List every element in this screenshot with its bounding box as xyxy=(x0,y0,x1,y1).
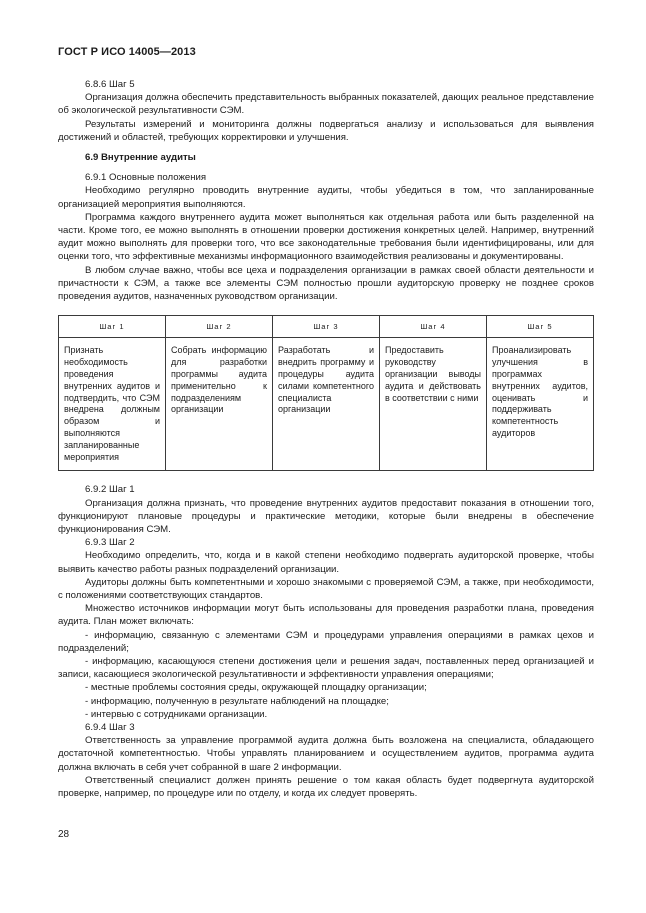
list-item: - информацию, связанную с элементами СЭМ и процедурами управления операциями в рамках цехов и подразделений; xyxy=(58,629,594,654)
paragraph: Множество источников информации могут быть использованы для проведения разработки плана, проведения аудита. План может включать: xyxy=(58,603,594,628)
table-cell: Признать необходимость проведения внутренних аудитов и подтвердить, что СЭМ внедрена должным образом и выполняются запланированные мероприятия xyxy=(59,338,166,471)
paragraph: Результаты измерений и мониторинга должны подвергаться анализу и использоваться для выявления достижений и областей, требующих корректировки и улучшения. xyxy=(58,118,594,143)
table-cell: Проанализировать улучшения в программах внутренних аудитов, оценивать и поддерживать компетентность аудиторов xyxy=(487,338,594,471)
list-item: - информацию, касающуюся степени достижения цели и решения задач, поставленных перед организацией и записи, касающиеся экологической результативности и эффективности управления операциями; xyxy=(58,656,594,681)
subsection-heading-6-9-3: 6.9.3 Шаг 2 xyxy=(85,537,135,549)
subsection-heading-6-9-4: 6.9.4 Шаг 3 xyxy=(85,722,135,734)
paragraph: Аудиторы должны быть компетентными и хорошо знакомыми с проверяемой СЭМ, а также, при необходимости, с положениями соответствующих стандартов. xyxy=(58,576,594,602)
subsection-heading-6-9-2: 6.9.2 Шаг 1 xyxy=(85,484,135,496)
section-heading-6-8-6: 6.8.6 Шаг 5 xyxy=(85,79,135,90)
paragraph: Программа каждого внутреннего аудита может выполняться как отдельная работа или быть разделенной на части. Кроме того, ее можно выполнять в отношении проверки достижения конкретных целей. Например, внутренний аудит можно выполнять для проверки того, что все законодательные требования были идентифицированы, или для оценки того, что эффективные механизмы информационного взаимодействия реализованы и документированы. xyxy=(58,211,594,263)
table-cell: Собрать информацию для разработки программы аудита применительно к подразделениям организации xyxy=(166,338,273,471)
table-header-row xyxy=(59,316,594,338)
table-header-cell: Шаг 1 xyxy=(59,316,166,338)
section-heading-6-9: 6.9 Внутренние аудиты xyxy=(85,152,196,164)
document-header: ГОСТ Р ИСО 14005—2013 xyxy=(58,46,196,58)
paragraph: Организация должна обеспечить представительность выбранных показателей, дающих реальное представление об экологической результативности СЭМ. xyxy=(58,92,594,117)
list-item: - интервью с сотрудниками организации. xyxy=(85,708,268,720)
document-body xyxy=(58,78,594,800)
paragraph: Необходимо регулярно проводить внутренние аудиты, чтобы убедиться в том, что запланированные организацией мероприятия выполняются. xyxy=(58,185,594,210)
table-header-cell: Шаг 4 xyxy=(380,316,487,338)
paragraph: Ответственный специалист должен принять решение о том какая область будет подвергнута аудиторской проверке, например, по процедуре или по отделу, и когда их следует проверять. xyxy=(58,774,594,800)
table-header-cell: Шаг 3 xyxy=(273,316,380,338)
table-header-cell: Шаг 2 xyxy=(166,316,273,338)
table-cell: Разработать и внедрить программу и процедуры аудита силами компетентного специалиста организации xyxy=(273,338,380,471)
paragraph: Организация должна признать, что проведение внутренних аудитов предоставит показания в отношении того, функционируют плановые процедуры и практические методики, которые были внедрены в обеспечение функционирования СЭМ. xyxy=(58,497,594,536)
paragraph: Необходимо определить, что, когда и в какой степени необходимо подвергать аудиторской проверке, чтобы выявить качество работы разных подразделений организации. xyxy=(58,550,594,575)
table-row xyxy=(59,338,594,471)
list-item: - местные проблемы состояния среды, окружающей площадку организации; xyxy=(85,682,427,694)
subsection-heading-6-9-1: 6.9.1 Основные положения xyxy=(85,172,207,184)
table-header-cell: Шаг 5 xyxy=(487,316,594,338)
table-cell: Предоставить руководству организации выводы аудита и действовать в соответствии с ними xyxy=(380,338,487,471)
paragraph: В любом случае важно, чтобы все цеха и подразделения организации в рамках своей области деятельности и причастности к СЭМ, а также все элементы СЭМ полностью прошли аудиторскую проверку не позднее сроков проведения аудитов, назначенных руководством организации. xyxy=(58,264,594,303)
audit-steps-table xyxy=(58,315,594,471)
list-item: - информацию, полученную в результате наблюдений на площадке; xyxy=(85,695,389,707)
paragraph: Ответственность за управление программой аудита должна быть возложена на специалиста, обладающего достаточной компетентностью. Чтобы управлять планированием и осуществлением аудитов, программа аудита должна включать в себя учет собранной в шаге 2 информации. xyxy=(58,735,594,773)
page-number: 28 xyxy=(58,829,70,840)
